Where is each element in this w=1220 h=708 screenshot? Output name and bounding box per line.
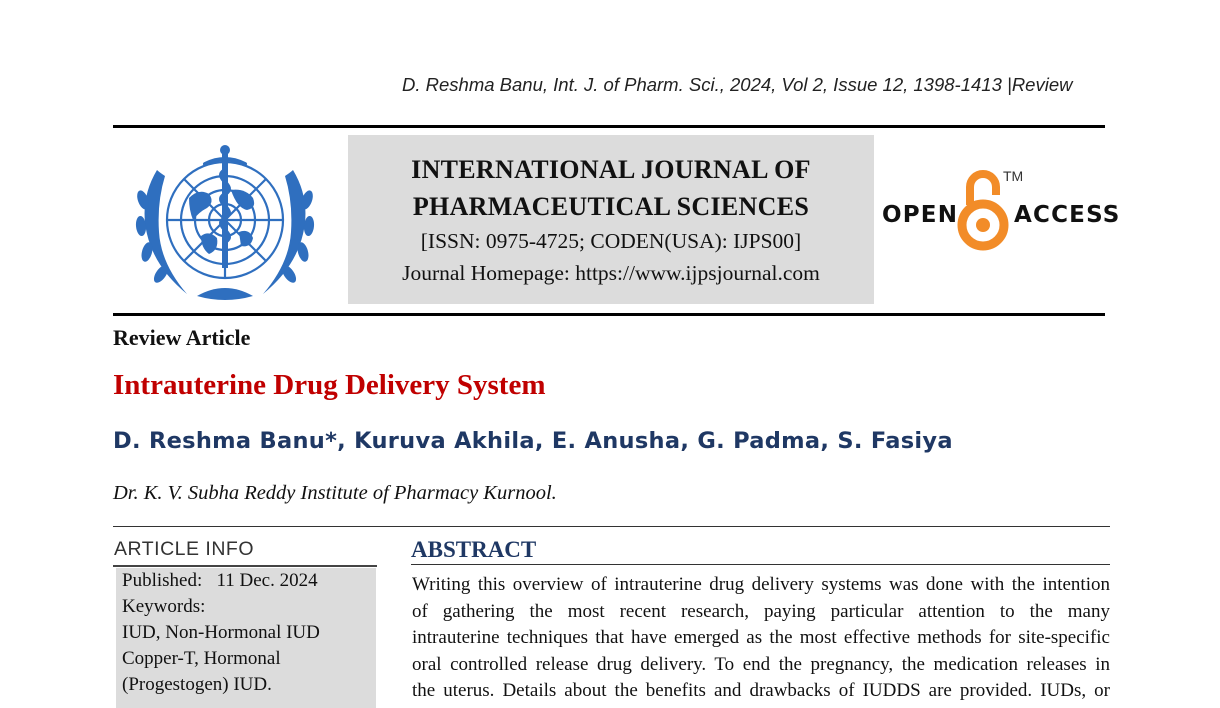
journal-issn: [ISSN: 0975-4725; CODEN(USA): IJPS00] (420, 229, 802, 253)
article-title: Intrauterine Drug Delivery System (113, 369, 546, 401)
journal-name-line2: PHARMACEUTICAL SCIENCES (412, 192, 810, 221)
abstract-line: Writing this overview of intrauterine drug delivery systems was done with the intention (412, 574, 1110, 595)
abstract-heading: ABSTRACT (411, 537, 537, 562)
journal-emblem-logo (127, 140, 323, 306)
abstract-body (412, 572, 1110, 705)
published-label: Published: (122, 570, 203, 591)
open-access-access-text: ACCESS (1014, 202, 1121, 228)
article-type-label: Review Article (113, 325, 251, 350)
article-info-rule (113, 565, 377, 567)
abstract-rule (411, 564, 1110, 565)
open-access-logo (880, 165, 1121, 255)
keywords-line: Copper-T, Hormonal (122, 648, 281, 669)
header-bottom-rule (113, 313, 1105, 316)
keywords-line: IUD, Non-Hormonal IUD (122, 622, 320, 643)
keywords-line: (Progestogen) IUD. (122, 674, 272, 695)
journal-homepage-link[interactable]: Journal Homepage: https://www.ijpsjournal.com (402, 261, 820, 285)
header-top-rule (113, 125, 1105, 128)
keywords-label: Keywords: (122, 596, 206, 617)
article-authors: D. Reshma Banu*, Kuruva Akhila, E. Anusha, G. Padma, S. Fasiya (113, 428, 953, 454)
section-divider (113, 526, 1110, 527)
running-header-citation: D. Reshma Banu, Int. J. of Pharm. Sci., 2024, Vol 2, Issue 12, 1398-1413 |Review (402, 74, 1073, 95)
abstract-line: of gathering the most recent research, paying particular attention to the many (412, 600, 1110, 622)
published-row (122, 568, 318, 594)
trademark-symbol: TM (1003, 168, 1024, 184)
journal-title-box (348, 135, 874, 304)
published-date: 11 Dec. 2024 (216, 570, 318, 591)
open-access-open-text: OPEN (882, 202, 959, 228)
article-info-heading: ARTICLE INFO (114, 538, 254, 560)
article-info-box (116, 568, 376, 708)
abstract-line: intrauterine techniques that have emerged as the most effective methods for site-specific (412, 627, 1110, 649)
author-affiliation: Dr. K. V. Subha Reddy Institute of Pharmacy Kurnool. (113, 482, 557, 504)
journal-name-line1: INTERNATIONAL JOURNAL OF (411, 155, 811, 184)
abstract-line: the uterus. Details about the benefits and drawbacks of IUDDS are provided. IUDs, or (412, 680, 1110, 702)
abstract-line: oral controlled release drug delivery. To end the pregnancy, the medication releases in (412, 653, 1110, 675)
